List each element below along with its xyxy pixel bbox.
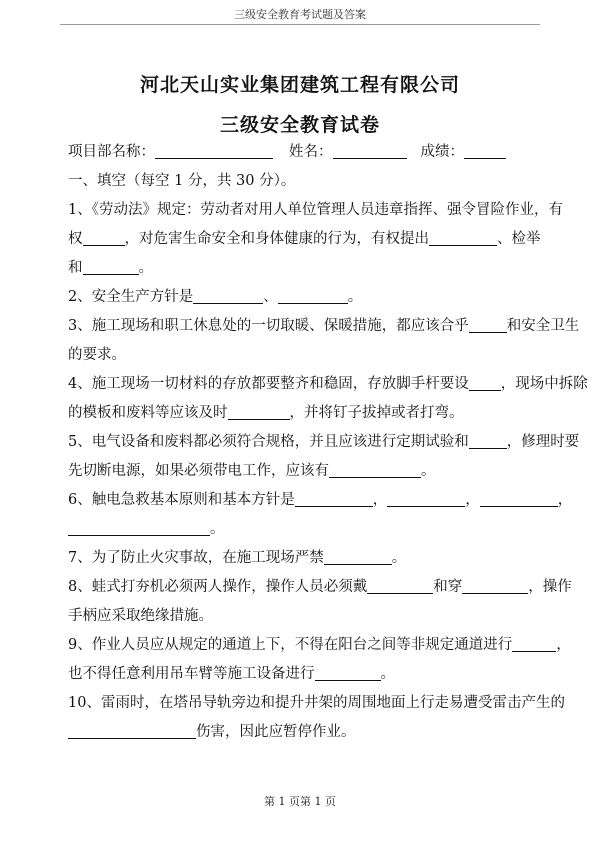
section-heading: 一、填空（每空 1 分，共 30 分）。: [68, 173, 296, 189]
q5-text: 。: [421, 463, 436, 479]
q4-line1: [68, 370, 588, 399]
q9-text: 。: [380, 666, 395, 682]
q1-line3: [68, 254, 538, 283]
score-label: 成绩：: [420, 144, 464, 160]
q6-line1: [68, 486, 573, 515]
q4-text: 4、施工现场一切材料的存放都要整齐和稳固，存放脚手杆要设: [68, 376, 469, 392]
q6-text: ，: [372, 492, 388, 508]
q3-text: 3、施工现场和职工休息处的一切取暖、保暖措施，都应该合乎: [68, 318, 469, 334]
q4-text: ，并将钉子拔掉或者打弯。: [289, 405, 464, 421]
q1-text: 1、《劳动法》规定：劳动者对用人单位管理人员违章指挥、强令冒险作业，有: [68, 202, 563, 218]
q8-blank-1[interactable]: [367, 576, 433, 594]
q9-line2: [68, 660, 538, 689]
q8-blank-2[interactable]: [462, 576, 528, 594]
q2-text: 、: [263, 289, 278, 305]
q1-text: 和: [68, 260, 83, 276]
q2-blank-1[interactable]: [193, 286, 263, 304]
q9-text: ，: [556, 637, 571, 653]
q8-text: 手柄应采取绝缘措施。: [68, 608, 213, 624]
q4-blank-1[interactable]: [469, 373, 501, 391]
q10-text: 10、雷雨时，在塔吊导轨旁边和提升井架的周围地面上行走易遭受雷击产生的: [68, 695, 565, 711]
q9-text: 也不得任意利用吊车臂等施工设备进行: [68, 666, 315, 682]
q2-blank-2[interactable]: [278, 286, 348, 304]
q5-line1: [68, 428, 580, 457]
q4-text: ，现场中拆除: [500, 376, 588, 392]
page-footer: 第 1 页第 1 页: [264, 795, 336, 808]
q10-text: 伤害，因此应暂停作业。: [196, 724, 356, 740]
q6-text: 。: [210, 521, 225, 537]
q6-text: 6、触电急救基本原则和基本方针是: [68, 492, 295, 508]
q5-text: ，修理时要: [506, 434, 580, 450]
q3-blank-1[interactable]: [469, 315, 507, 333]
q5-text: 先切断电源，如果必须带电工作，应该有: [68, 463, 329, 479]
q6-blank-1[interactable]: [295, 489, 373, 507]
project-name-field[interactable]: [155, 141, 273, 159]
q8-line2: [68, 602, 538, 631]
running-header: 三级安全教育考试题及答案: [234, 8, 366, 21]
q8-text: 8、蛙式打夯机必须两人操作，操作人员必须戴: [68, 579, 368, 595]
q10-line2: [68, 718, 538, 747]
q5-blank-2[interactable]: [329, 460, 421, 478]
q6-text: ，: [465, 492, 480, 508]
q7-text: 7、为了防止火灾事故，在施工现场严禁: [68, 550, 324, 566]
q1-line1: [68, 196, 563, 225]
q3-text: 的要求。: [68, 347, 126, 363]
score-field[interactable]: [464, 141, 506, 159]
q5-blank-1[interactable]: [469, 431, 507, 449]
header-rule: [60, 24, 540, 25]
q9-text: 9、作业人员应从规定的通道上下，不得在阳台之间等非规定通道进行: [68, 637, 513, 653]
q6-line2: [68, 515, 538, 544]
q10-blank-1[interactable]: [68, 721, 196, 739]
name-label: 姓名：: [289, 144, 333, 160]
q1-text: 。: [138, 260, 153, 276]
q4-text: 的模板和废料等应该及时: [68, 405, 228, 421]
q1-text: ，对危害生命安全和身体健康的行为，有权提出: [124, 231, 429, 247]
q9-blank-2[interactable]: [315, 663, 381, 681]
q1-blank-1[interactable]: [83, 228, 125, 246]
q8-line1: [68, 573, 572, 602]
q1-blank-2[interactable]: [429, 228, 497, 246]
name-field[interactable]: [333, 141, 407, 159]
q3-line2: [68, 341, 538, 370]
q4-blank-2[interactable]: [228, 402, 290, 420]
q2-text: 。: [347, 289, 363, 305]
q6-blank-4[interactable]: [68, 518, 210, 536]
exam-title: 三级安全教育试卷: [219, 114, 380, 136]
q6-text: ，: [557, 492, 573, 508]
q10-line1: [68, 689, 565, 718]
q9-blank-1[interactable]: [512, 634, 556, 652]
q4-line2: [68, 399, 538, 428]
q1-line2: [68, 225, 541, 254]
q2-text: 2、安全生产方针是: [68, 289, 194, 305]
q6-blank-2[interactable]: [387, 489, 465, 507]
q6-blank-3[interactable]: [480, 489, 558, 507]
project-label: 项目部名称：: [68, 144, 155, 160]
q8-text: ，操作: [528, 579, 572, 595]
q1-text: 权: [68, 231, 83, 247]
q3-text: 和安全卫生: [506, 318, 580, 334]
q2-line1: [68, 283, 538, 312]
q5-line2: [68, 457, 538, 486]
q9-line1: [68, 631, 571, 660]
q5-text: 5、电气设备和废料都必须符合规格，并且应该进行定期试验和: [68, 434, 469, 450]
q8-text: 和穿: [433, 579, 463, 595]
q7-blank-1[interactable]: [324, 547, 392, 565]
q1-blank-3[interactable]: [83, 257, 139, 275]
company-title: 河北天山实业集团建筑工程有限公司: [139, 74, 460, 96]
q7-line1: [68, 544, 538, 573]
q1-text: 、检举: [497, 231, 541, 247]
q7-text: 。: [391, 550, 407, 566]
exam-body: [68, 138, 588, 747]
info-line: [68, 138, 538, 167]
q3-line1: [68, 312, 580, 341]
